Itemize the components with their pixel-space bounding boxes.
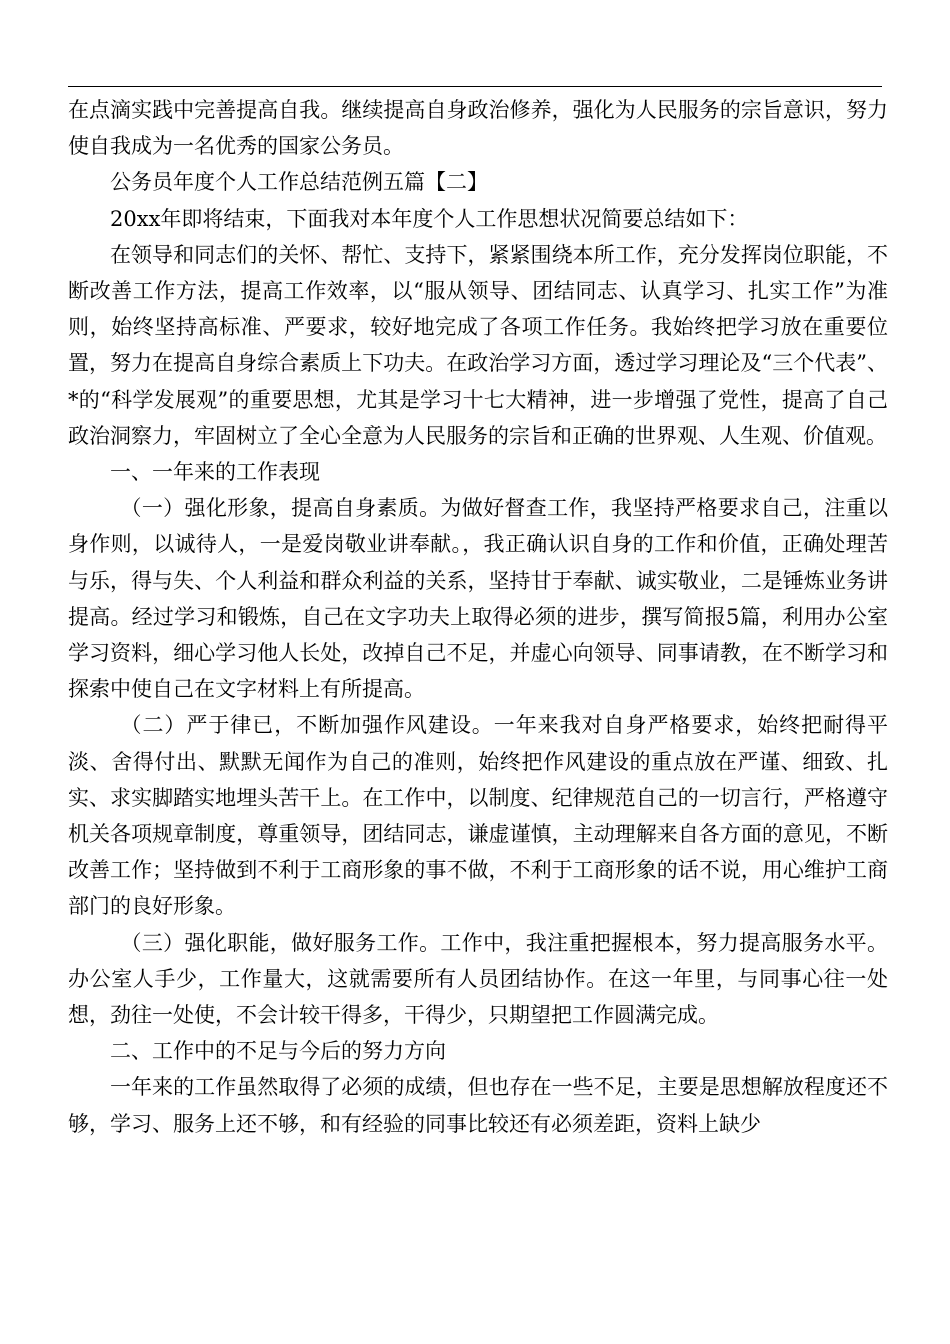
paragraph-item-two: （二）严于律已，不断加强作风建设。一年来我对自身严格要求，始终把耐得平淡、舍得付出、默默无闻作为自己的准则，始终把作风建设的重点放在严谨、细致、扎实、求实脚踏实地埋头苦干上。在工作中，以制度、纪律规范自己的一切言行，严格遵守机关各项规章制度，尊重领导，团结同志，谦虚谨慎，主动理解来自各方面的意见，不断改善工作；坚持做到不利于工商形象的事不做，不利于工商形象的话不说，用心维护工商部门的良好形象。 — [68, 713, 888, 919]
paragraph-intro: 20xx年即将结束，下面我对本年度个人工作思想状况简要总结如下： — [110, 206, 749, 231]
paragraph-summary: 在领导和同志们的关怀、帮忙、支持下，紧紧围绕本所工作，充分发挥岗位职能，不断改善工作方法，提高工作效率，以“服从领导、团结同志、认真学习、扎实工作”为准则，始终坚持高标准、严要求，较好地完成了各项工作任务。我始终把学习放在重要位置，努力在提高自身综合素质上下功夫。在政治学习方面，透过学习理论及“三个代表”、*的“科学发展观”的重要思想，尤其是学习十七大精神，进一步增强了党性，提高了自己政治洞察力，牢固树立了全心全意为人民服务的宗旨和正确的世界观、人生观、价值观。 — [68, 242, 888, 448]
heading-work-performance: 一、一年来的工作表现 — [110, 460, 320, 485]
header-rule — [68, 86, 882, 87]
paragraph-item-one: （一）强化形象，提高自身素质。为做好督查工作，我坚持严格要求自己，注重以身作则，以诚待人，一是爱岗敬业讲奉献。，我正确认识自身的工作和价值，正确处理苦与乐，得与失、个人利益和群众利益的关系，坚持甘于奉献、诚实敬业，二是锤炼业务讲提高。经过学习和锻炼，自己在文字功夫上取得必须的进步，撰写简报5篇，利用办公室学习资料，细心学习他人长处，改掉自己不足，并虚心向领导、同事请教，在不断学习和探索中使自己在文字材料上有所提高。 — [68, 496, 888, 702]
heading-shortcomings: 二、工作中的不足与今后的努力方向 — [110, 1039, 446, 1064]
paragraph-continuation: 在点滴实践中完善提高自我。继续提高自身政治修养，强化为人民服务的宗旨意识，努力使自我成为一名优秀的国家公务员。 — [68, 98, 888, 159]
section-title: 公务员年度个人工作总结范例五篇【二】 — [110, 170, 488, 195]
paragraph-shortcomings: 一年来的工作虽然取得了必须的成绩，但也存在一些不足，主要是思想解放程度还不够，学习、服务上还不够，和有经验的同事比较还有必须差距，资料上缺少 — [68, 1075, 888, 1136]
paragraph-item-three: （三）强化职能，做好服务工作。工作中，我注重把握根本，努力提高服务水平。办公室人手少，工作量大，这就需要所有人员团结协作。在这一年里，与同事心往一处想，劲往一处使，不会计较干得多，干得少，只期望把工作圆满完成。 — [68, 930, 888, 1028]
document-body — [68, 92, 888, 1142]
